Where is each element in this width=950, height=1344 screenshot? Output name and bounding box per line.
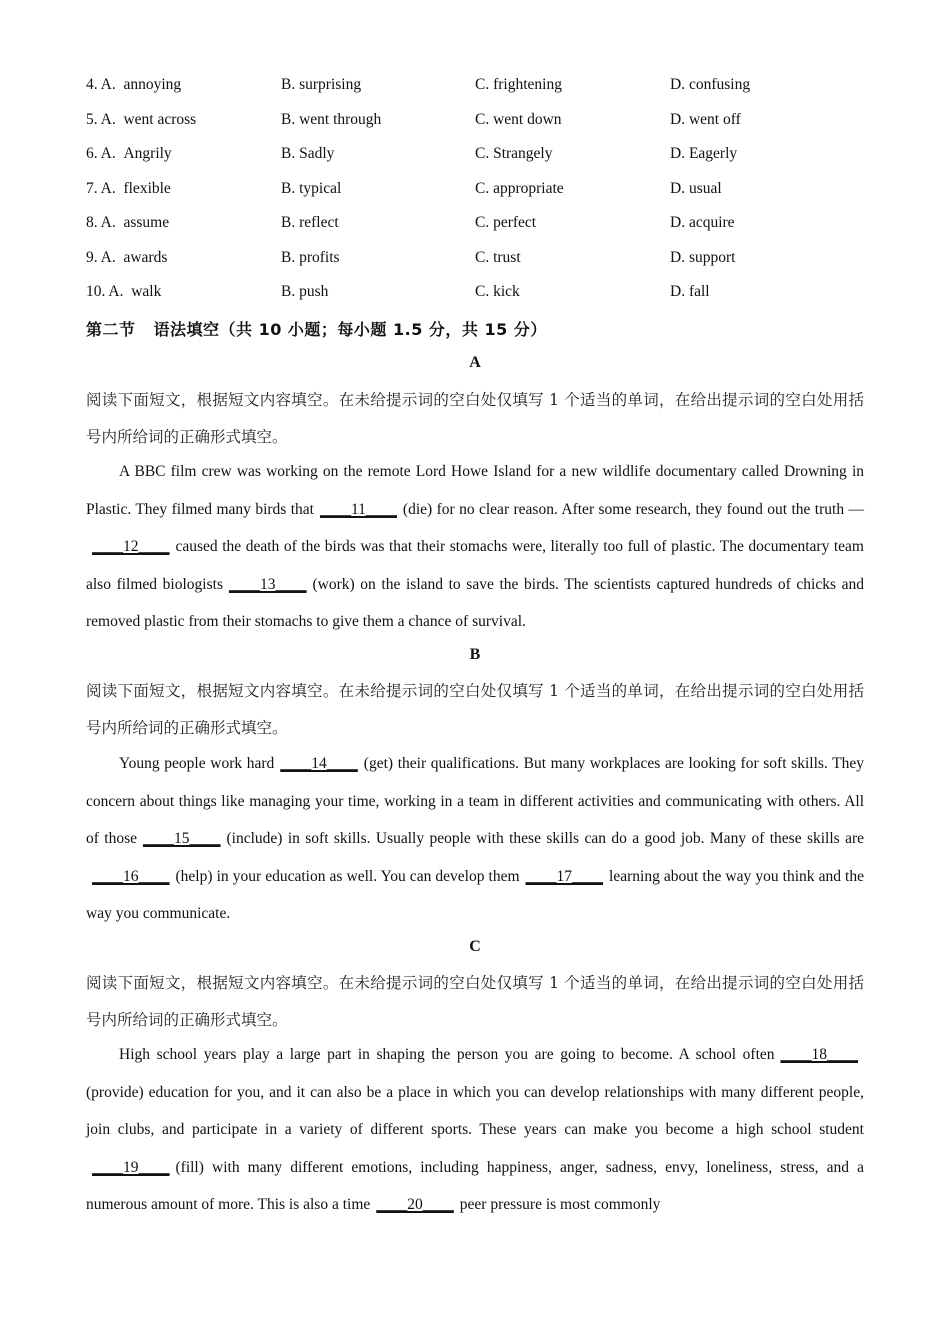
option-a[interactable] — [86, 283, 161, 301]
section-part: 第二节 — [86, 320, 136, 339]
passage-text: Young people work hard — [119, 755, 275, 772]
passage-text: caused the death of the birds was that their stomachs were, literally too full of plastic. The documentary team also filmed biologists — [86, 538, 864, 593]
blank-13[interactable]: ____13____ — [228, 575, 307, 593]
option-a-text: awards — [123, 249, 168, 266]
passage-c-letter: C — [469, 938, 481, 955]
passage-text: (die) for no clear reason. After some research, they found out the truth — — [402, 500, 864, 518]
passage-a-text — [86, 453, 864, 641]
option-c[interactable]: C. appropriate — [475, 180, 564, 197]
passage-text: High school years play a large part in shaping the person you are going to become. A school often — [119, 1046, 775, 1063]
option-a[interactable] — [86, 145, 172, 163]
passage-text: (get) their qualifications. But many workplaces are looking for soft skills. They concern about things like managing your time, working in a team in different activities and communicating with others. All of those — [86, 755, 864, 847]
option-a[interactable] — [86, 76, 181, 94]
option-d[interactable]: D. usual — [670, 180, 722, 197]
blank-12[interactable]: ____12____ — [92, 538, 170, 555]
option-c[interactable]: C. Strangely — [475, 145, 553, 162]
option-a-text: annoying — [123, 76, 182, 93]
option-d[interactable]: D. went off — [670, 111, 741, 128]
passage-a-letter: A — [469, 354, 481, 371]
option-d[interactable]: D. fall — [670, 283, 710, 300]
blank-16[interactable]: ____16____ — [92, 867, 170, 885]
passage-text: (help) in your education as well. You can develop them — [175, 867, 520, 885]
option-a-text: flexible — [123, 180, 171, 197]
option-b[interactable]: B. Sadly — [281, 145, 335, 162]
passage-text: peer pressure is most commonly — [459, 1196, 661, 1213]
option-a-text: went across — [123, 111, 197, 128]
option-a[interactable] — [86, 111, 196, 129]
option-a[interactable] — [86, 214, 169, 232]
passage-text: learning about the way you think and the way you communicate. — [86, 867, 864, 922]
option-c[interactable]: C. frightening — [475, 76, 562, 93]
option-d[interactable]: D. confusing — [670, 76, 751, 93]
option-b[interactable]: B. push — [281, 283, 329, 300]
option-b[interactable]: B. reflect — [281, 214, 339, 231]
passage-b-text — [86, 745, 864, 933]
passage-c-text — [86, 1036, 864, 1224]
option-a-text: assume — [123, 214, 170, 231]
section-heading: 语法填空（共 10 小题；每小题 1.5 分，共 15 分） — [153, 320, 547, 339]
passage-text: (work) on the island to save the birds. The scientists captured hundreds of chicks and removed plastic from their stomachs to give them a chance of survival. — [86, 575, 865, 630]
blank-20[interactable]: ____20____ — [376, 1196, 454, 1213]
option-b[interactable]: B. surprising — [281, 76, 362, 93]
option-b[interactable]: B. typical — [281, 180, 342, 197]
question-number: 9. A. — [86, 249, 116, 266]
option-c[interactable]: C. trust — [475, 249, 521, 266]
passage-b-letter: B — [469, 646, 481, 663]
option-a[interactable] — [86, 249, 167, 267]
question-number: 8. A. — [86, 214, 116, 231]
blank-14[interactable]: ____14____ — [280, 755, 358, 772]
section-title — [86, 317, 547, 340]
option-d[interactable]: D. Eagerly — [670, 145, 738, 162]
option-b[interactable]: B. went through — [281, 111, 382, 128]
question-number: 5. A. — [86, 111, 116, 128]
option-d[interactable]: D. acquire — [670, 214, 735, 231]
passage-a-instruction: 阅读下面短文，根据短文内容填空。在未给提示词的空白处仅填写 1 个适当的单词，在给出提示词的空白处用括号内所给词的正确形式填空。 — [86, 391, 864, 446]
passage-text: (include) in soft skills. Usually people with these skills can do a good job. Many of these skills are — [226, 830, 864, 847]
question-number: 10. A. — [86, 283, 124, 300]
blank-19[interactable]: ____19____ — [92, 1158, 170, 1176]
option-a[interactable] — [86, 180, 171, 198]
option-a-text: Angrily — [123, 145, 172, 162]
passage-text: A BBC film crew was working on the remote Lord Howe Island for a new wildlife documentary called Drowning in Plastic. They filmed many birds that — [86, 463, 864, 518]
passage-text: (provide) education for you, and it can also be a place in which you can develop relationships with many different people, join clubs, and participate in a variety of different sports. These years can make you become a high school student — [86, 1083, 864, 1138]
question-number: 7. A. — [86, 180, 116, 197]
passage-text: (fill) with many different emotions, including happiness, anger, sadness, envy, loneliness, stress, and a numerous amount of more. This is also a time — [86, 1158, 864, 1213]
blank-15[interactable]: ____15____ — [143, 830, 221, 847]
blank-17[interactable]: ____17____ — [525, 867, 604, 885]
option-c[interactable]: C. kick — [475, 283, 520, 300]
option-a-text: walk — [131, 283, 162, 300]
option-c[interactable]: C. perfect — [475, 214, 537, 231]
option-b[interactable]: B. profits — [281, 249, 340, 266]
passage-b-instruction: 阅读下面短文，根据短文内容填空。在未给提示词的空白处仅填写 1 个适当的单词，在给出提示词的空白处用括号内所给词的正确形式填空。 — [86, 682, 864, 737]
question-number: 4. A. — [86, 76, 116, 93]
blank-11[interactable]: ____11____ — [319, 500, 397, 518]
passage-c-instruction: 阅读下面短文，根据短文内容填空。在未给提示词的空白处仅填写 1 个适当的单词，在给出提示词的空白处用括号内所给词的正确形式填空。 — [86, 974, 864, 1029]
option-c[interactable]: C. went down — [475, 111, 562, 128]
blank-18[interactable]: ____18____ — [780, 1046, 858, 1063]
question-number: 6. A. — [86, 145, 116, 162]
option-d[interactable]: D. support — [670, 249, 736, 266]
